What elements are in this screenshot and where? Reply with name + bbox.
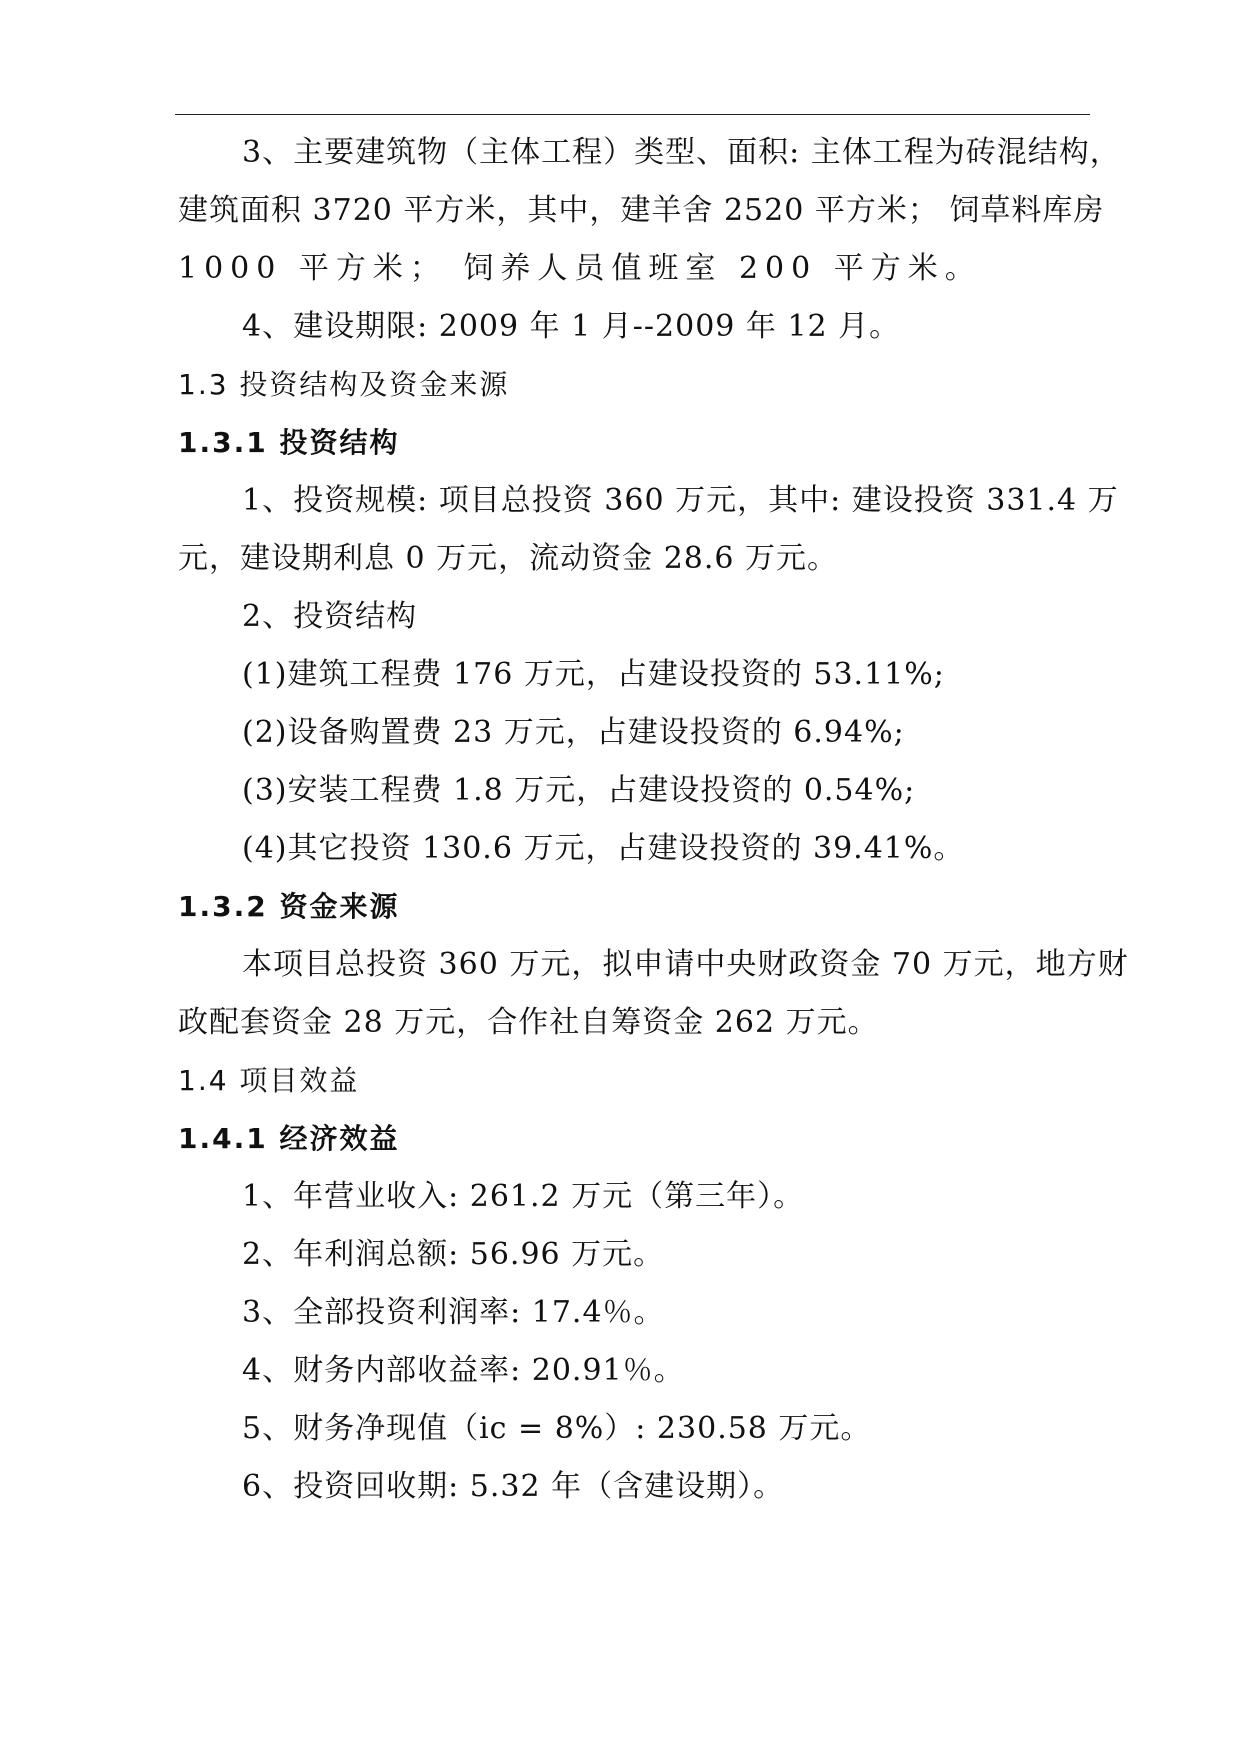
header-rule	[175, 114, 1090, 115]
list-item-installation-cost: (3)安装工程费 1.8 万元，占建设投资的 0.54%;	[242, 773, 916, 808]
paragraph-investment-scale: 1、投资规模: 项目总投资 360 万元，其中: 建设投资 331.4 万	[242, 483, 1119, 518]
list-item-npv: 5、财务净现值（ic = 8%）: 230.58 万元。	[242, 1411, 872, 1446]
paragraph-construction-period: 4、建设期限: 2009 年 1 月--2009 年 12 月。	[242, 309, 901, 344]
heading-section-1-4-1: 1.4.1 经济效益	[178, 1122, 400, 1155]
list-item-construction-cost: (1)建筑工程费 176 万元，占建设投资的 53.11%;	[242, 657, 945, 692]
heading-section-1-4: 1.4 项目效益	[178, 1064, 360, 1097]
list-item-payback-period: 6、投资回收期: 5.32 年（含建设期）。	[242, 1469, 785, 1504]
list-item-irr: 4、财务内部收益率: 20.91％。	[242, 1353, 685, 1388]
heading-section-1-3: 1.3 投资结构及资金来源	[178, 368, 510, 401]
list-item-annual-revenue: 1、年营业收入: 261.2 万元（第三年）。	[242, 1179, 805, 1214]
paragraph-investment-structure: 2、投资结构	[242, 599, 418, 634]
paragraph-funding-sources: 本项目总投资 360 万元，拟申请中央财政资金 70 万元，地方财	[242, 947, 1129, 982]
list-item-equipment-cost: (2)设备购置费 23 万元，占建设投资的 6.94%;	[242, 715, 905, 750]
paragraph-investment-scale-cont: 元，建设期利息 0 万元，流动资金 28.6 万元。	[178, 541, 839, 576]
list-item-other-investment: (4)其它投资 130.6 万元，占建设投资的 39.41%。	[242, 831, 965, 866]
list-item-profit-rate: 3、全部投资利润率: 17.4％。	[242, 1295, 665, 1330]
paragraph-building-area: 建筑面积 3720 平方米，其中，建羊舍 2520 平方米； 饲草料库房	[178, 193, 1105, 228]
paragraph-building-area-cont: 1000 平方米； 饲养人员值班室 200 平方米。	[178, 251, 982, 286]
paragraph-funding-sources-cont: 政配套资金 28 万元，合作社自筹资金 262 万元。	[178, 1005, 879, 1040]
heading-section-1-3-2: 1.3.2 资金来源	[178, 890, 400, 923]
paragraph-building-type: 3、主要建筑物（主体工程）类型、面积: 主体工程为砖混结构，	[242, 135, 1121, 170]
list-item-annual-profit: 2、年利润总额: 56.96 万元。	[242, 1237, 665, 1272]
heading-section-1-3-1: 1.3.1 投资结构	[178, 426, 400, 459]
